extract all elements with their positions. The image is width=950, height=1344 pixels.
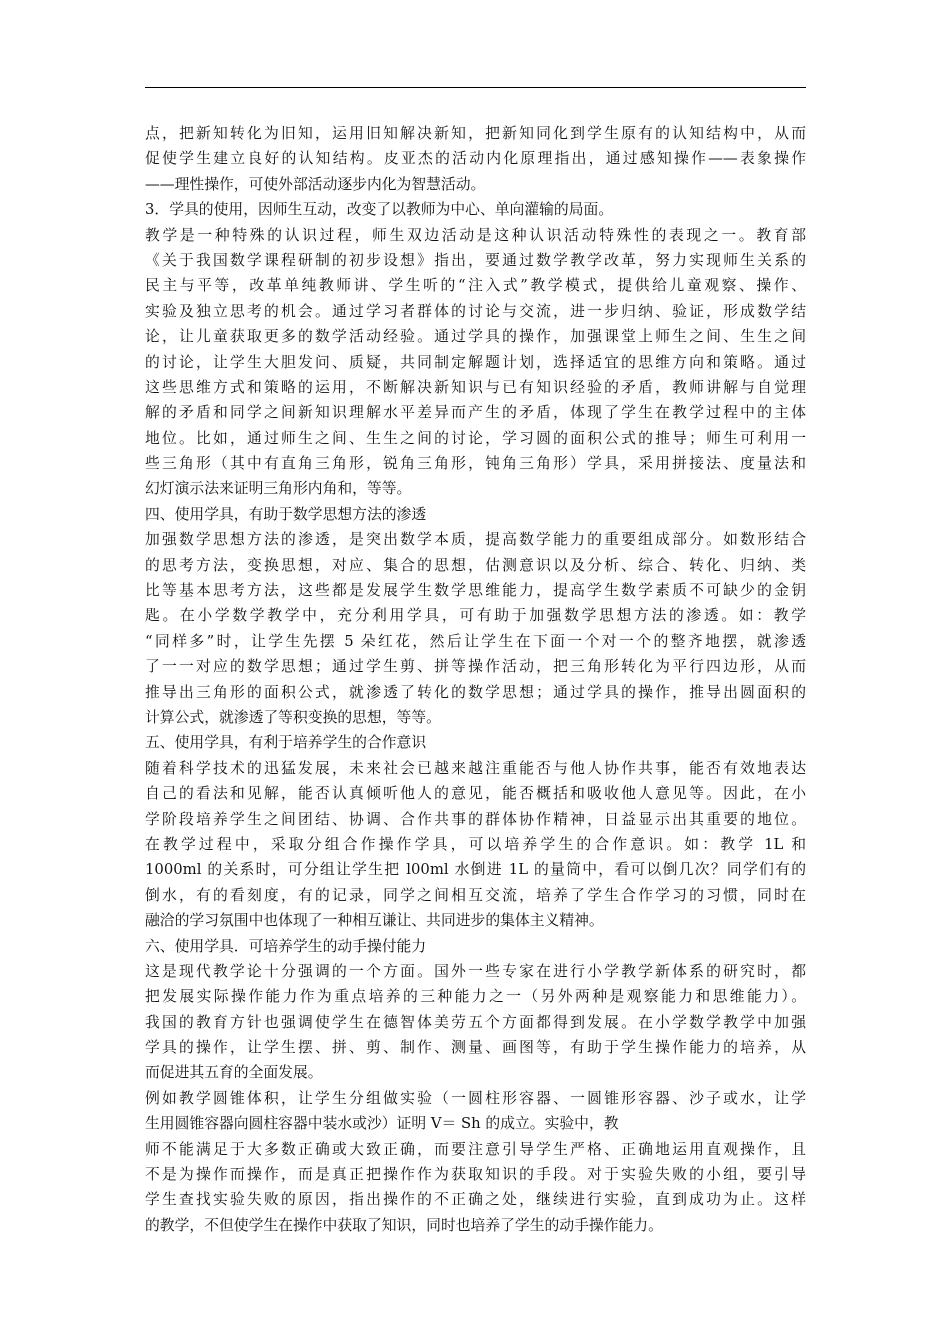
text-line: 3．学具的使用，因师生互动，改变了以教师为中心、单向灌输的局面。 <box>145 201 614 219</box>
text-line: 民主与平等，改革单纯教师讲、学生听的“注入式”教学模式，提供给儿童观察、操作、 <box>145 277 806 295</box>
text-line: 倒水，有的看刻度，有的记录，同学之间相互交流，培养了学生合作学习的习惯，同时在 <box>145 886 806 904</box>
text-line: 学阶段培养学生之间团结、协调、合作共事的群体协作精神，日益显示出其重要的地位。 <box>145 810 806 828</box>
text-line: 我国的教育方针也强调使学生在德智体美劳五个方面都得到发展。在小学数学教学中加强 <box>145 1013 806 1031</box>
text-line: 幻灯演示法来证明三角形内角和，等等。 <box>145 480 412 498</box>
text-line: 的思考方法，变换思想，对应、集合的思想，估测意识以及分析、综合、转化、归纳、类 <box>145 556 806 574</box>
text-line: 比等基本思考方法，这些都是发展学生数学思维能力，提高学生数学素质不可缺少的金钥 <box>145 582 806 600</box>
text-line: 《关于我国数学课程研制的初步设想》指出，要通过数学教学改革，努力实现师生关系的 <box>145 251 806 269</box>
text-line: 随着科学技术的迅猛发展，未来社会已越来越注重能否与他人协作共事，能否有效地表达 <box>145 759 806 777</box>
text-line: “同样多”时，让学生先摆 5 朵红花，然后让学生在下面一个对一个的整齐地摆，就渗透 <box>145 632 806 650</box>
text-line: 学生查找实验失败的原因，指出操作的不正确之处，继续进行实验，直到成功为止。这样 <box>145 1191 806 1209</box>
text-line: 教学是一种特殊的认识过程，师生双边活动是这种认识活动特殊性的表现之一。教育部 <box>145 226 806 244</box>
text-line: 不是为操作而操作，而是真正把操作作为获取知识的手段。对于实验失败的小组，要引导 <box>145 1166 806 1184</box>
text-line: 点，把新知转化为旧知，运用旧知解决新知，把新知同化到学生原有的认知结构中，从而 <box>145 125 806 142</box>
text-line: 融洽的学习氛围中也体现了一种相互谦让、共同进步的集体主义精神。 <box>145 912 604 930</box>
header-rule <box>145 87 806 88</box>
text-line: 的讨论，让学生大胆发问、质疑，共同制定解题计划，选择适宜的思维方向和策略。通过 <box>145 353 806 371</box>
text-line: 五、使用学具，有利于培养学生的合作意识 <box>145 734 427 752</box>
text-line: 地位。比如，通过师生之间、生生之间的讨论，学习圆的面积公式的推导；师生可利用一 <box>145 429 806 447</box>
text-line: 把发展实际操作能力作为重点培养的三种能力之一（另外两种是观察能力和思维能力）。 <box>145 988 806 1006</box>
text-line: 四、使用学具，有助于数学思想方法的渗透 <box>145 505 427 523</box>
text-line: 这是现代教学论十分强调的一个方面。国外一些专家在进行小学教学新体系的研究时，都 <box>145 962 806 980</box>
text-line: 的教学，不但使学生在操作中获取了知识，同时也培养了学生的动手操作能力。 <box>145 1216 663 1234</box>
text-line: 而促进其五育的全面发展。 <box>145 1064 323 1082</box>
text-line: 学具的操作，让学生摆、拼、剪、制作、测量、画图等，有助于学生操作能力的培养，从 <box>145 1039 806 1057</box>
text-line: 例如教学圆锥体积，让学生分组做实验（一圆柱形容器、一圆锥形容器、沙子或水，让学 <box>145 1089 806 1107</box>
text-line: 六、使用学具．可培养学生的动手操付能力 <box>145 937 427 955</box>
text-line: 这些思维方式和策略的运用，不断解决新知识与已有知识经验的矛盾，教师讲解与自觉理 <box>145 378 806 396</box>
text-line: 推导出三角形的面积公式，就渗透了转化的数学思想；通过学具的操作，推导出圆面积的 <box>145 683 806 701</box>
text-line: 1000ml 的关系时，可分组让学生把 l00ml 水倒进 1L 的量筒中，看可以倒几次？同学们有的 <box>145 861 806 879</box>
text-line: 计算公式，就渗透了等积变换的思想，等等。 <box>145 708 441 726</box>
text-line: 解的矛盾和同学之间新知识理解水平差异而产生的矛盾，体现了学生在教学过程中的主体 <box>145 404 806 422</box>
text-line: 促使学生建立良好的认知结构。皮亚杰的活动内化原理指出，通过感知操作——表象操作 <box>145 150 806 168</box>
text-line: 匙。在小学数学教学中，充分利用学具，可有助于加强数学思想方法的渗透。如：教学 <box>145 607 806 625</box>
text-line: 了一一对应的数学思想；通过学生剪、拼等操作活动，把三角形转化为平行四边形，从而 <box>145 658 806 676</box>
text-line: 实验及独立思考的机会。通过学习者群体的讨论与交流，进一步归纳、验证，形成数学结 <box>145 302 806 320</box>
text-line: 生用圆锥容器向圆柱容器中装水或沙）证明 V＝ Sh 的成立。实验中，教 <box>145 1115 619 1133</box>
text-line: 些三角形（其中有直角三角形，锐角三角形，钝角三角形）学具，采用拼接法、度量法和 <box>145 455 806 473</box>
text-line: 在教学过程中，采取分组合作操作学具，可以培养学生的合作意识。如：教学 1L 和 <box>145 835 806 853</box>
text-line: 师不能满足于大多数正确或大致正确，而要注意引导学生严格、正确地运用直观操作，且 <box>145 1140 806 1158</box>
text-line: 论，让儿童获取更多的数学活动经验。通过学具的操作，加强课堂上师生之间、生生之间 <box>145 328 806 346</box>
text-line: 自己的看法和见解，能否认真倾听他人的意见，能否概括和吸收他人意见等。因此，在小 <box>145 785 806 803</box>
text-line: 加强数学思想方法的渗透，是突出数学本质，提高数学能力的重要组成部分。如数形结合 <box>145 531 806 549</box>
text-line: ——理性操作，可使外部活动逐步内化为智慧活动。 <box>145 175 486 193</box>
document-body <box>145 121 806 1238</box>
